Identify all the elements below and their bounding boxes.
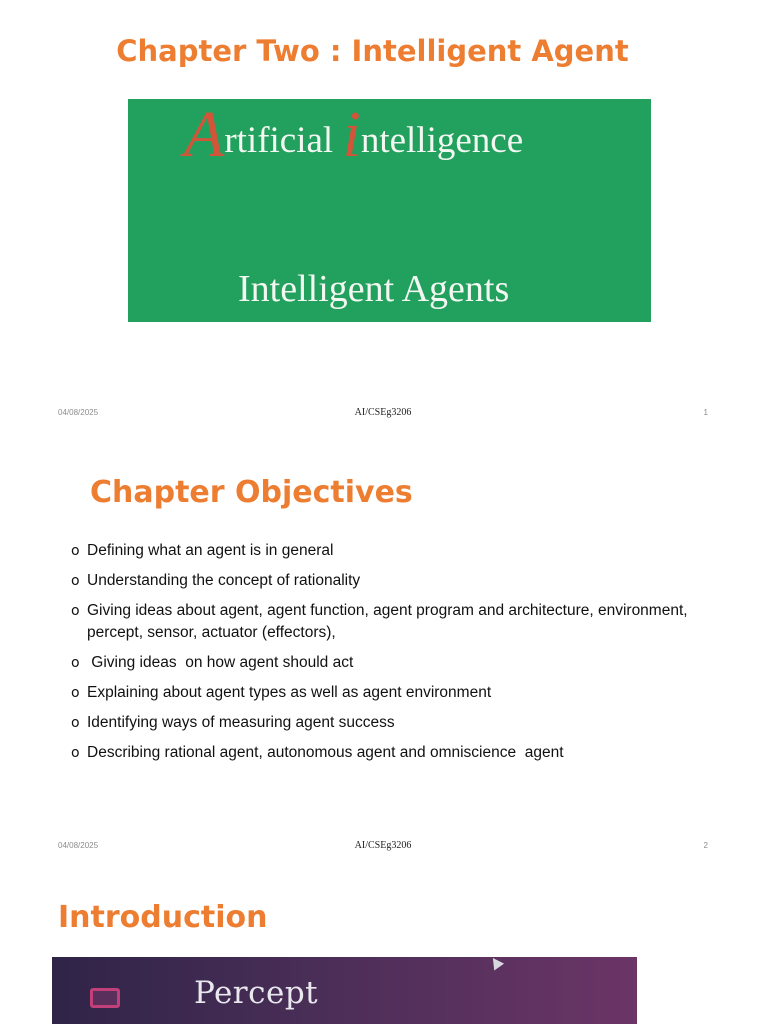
banner-word-intelligence: ntelligence (360, 120, 524, 161)
footer-course-code: AI/CSEg3206 (354, 407, 412, 418)
slide-3-title: Introduction (58, 900, 268, 935)
objective-text: Describing rational agent, autonomous agent and omniscience agent (87, 744, 564, 761)
slide-2-footer (58, 841, 708, 853)
list-item (68, 600, 708, 644)
banner-cap-a: A (184, 99, 225, 171)
objective-text: Explaining about agent types as well as agent environment (87, 684, 492, 701)
list-item (68, 570, 708, 592)
footer-date: 04/08/2025 (58, 841, 99, 850)
bullet-icon: o (71, 745, 80, 761)
objective-text: Giving ideas about agent, agent function, agent program and architecture, environment, percept, sensor, actuator (effectors), (87, 602, 688, 641)
list-item (68, 712, 708, 734)
footer-page-number: 2 (703, 841, 708, 850)
banner-subtitle: Intelligent Agents (238, 268, 510, 310)
objective-text: Understanding the concept of rationality (87, 572, 361, 589)
list-item (68, 682, 708, 704)
footer-date: 04/08/2025 (58, 408, 99, 417)
percept-diagram-image (52, 957, 637, 1024)
slide-1-title: Chapter Two : Intelligent Agent (116, 34, 629, 68)
bullet-icon: o (71, 573, 80, 589)
slide-1-footer (58, 408, 708, 420)
mouse-cursor-icon (488, 957, 504, 970)
objective-text: Defining what an agent is in general (87, 542, 334, 559)
list-item (68, 742, 708, 764)
checkbox-icon (90, 988, 120, 1008)
list-item (68, 540, 708, 562)
bullet-icon: o (71, 603, 80, 619)
footer-course-code: AI/CSEg3206 (354, 840, 412, 851)
bullet-icon: o (71, 543, 80, 559)
banner-heading (184, 99, 524, 171)
bullet-icon: o (71, 655, 80, 671)
list-item (68, 652, 708, 674)
banner-word-artificial: rtificial (224, 120, 343, 161)
bullet-icon: o (71, 685, 80, 701)
objective-text: Giving ideas on how agent should act (87, 654, 354, 671)
slide-2-title: Chapter Objectives (90, 475, 413, 510)
bullet-icon: o (71, 715, 80, 731)
banner-cap-i: i (342, 99, 361, 171)
objectives-list (68, 540, 708, 772)
percept-label: Percept (194, 975, 319, 1011)
artificial-intelligence-banner (128, 99, 651, 322)
footer-page-number: 1 (703, 408, 708, 417)
objective-text: Identifying ways of measuring agent success (87, 714, 395, 731)
